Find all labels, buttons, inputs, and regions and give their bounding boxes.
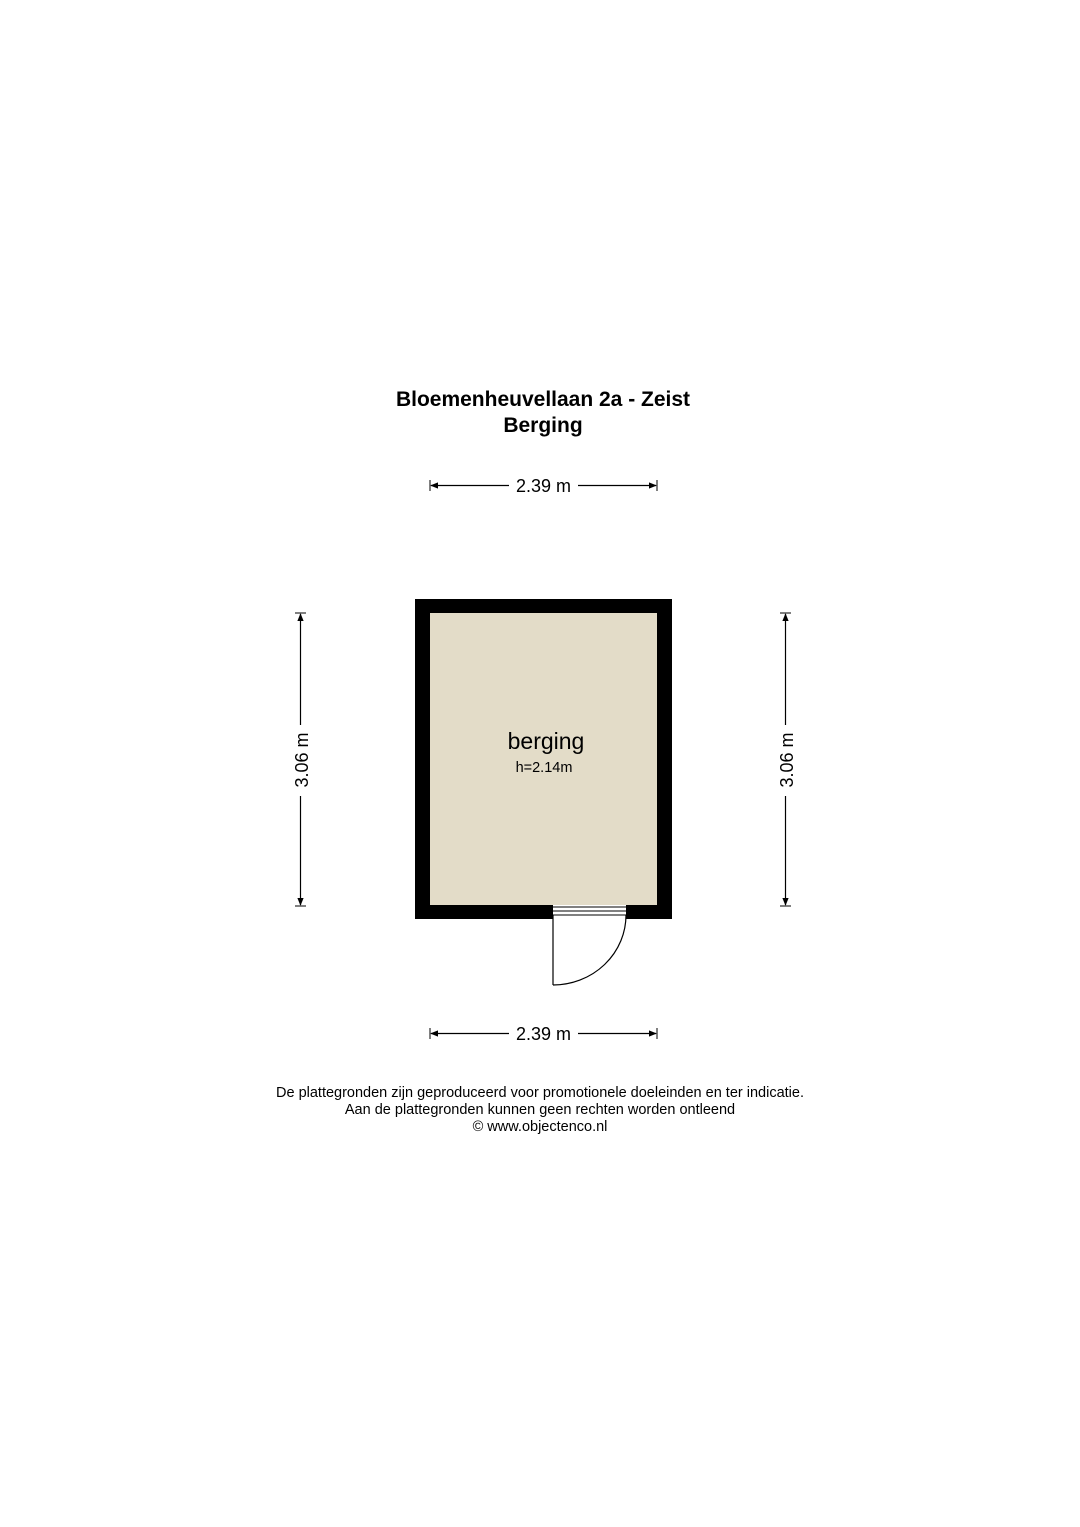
room-height-label: h=2.14m (515, 760, 573, 776)
bottom-width-label: 2.39 m (515, 1024, 572, 1044)
door-swing-arc (553, 915, 626, 985)
plan-floor-title: Berging (503, 414, 583, 437)
room-floor (430, 613, 657, 905)
left-height-dimension (292, 613, 312, 906)
storage-room (415, 599, 672, 985)
plan-address-title: Bloemenheuvellaan 2a - Zeist (395, 388, 691, 411)
bottom-width-dimension (430, 1024, 657, 1044)
disclaimer-line-2: Aan de plattegronden kunnen geen rechten worden ontleend (344, 1102, 736, 1118)
top-width-label: 2.39 m (515, 476, 572, 496)
top-width-dimension (430, 476, 657, 496)
disclaimer-line-1: De plattegronden zijn geproduceerd voor promotionele doeleinden en ter indicatie. (276, 1085, 804, 1101)
room-name-label: berging (507, 728, 585, 754)
copyright-line: © www.objectenco.nl (472, 1119, 608, 1135)
right-height-dimension (777, 613, 797, 906)
right-height-label: 3.06 m (777, 732, 797, 788)
left-height-label: 3.06 m (292, 732, 312, 788)
